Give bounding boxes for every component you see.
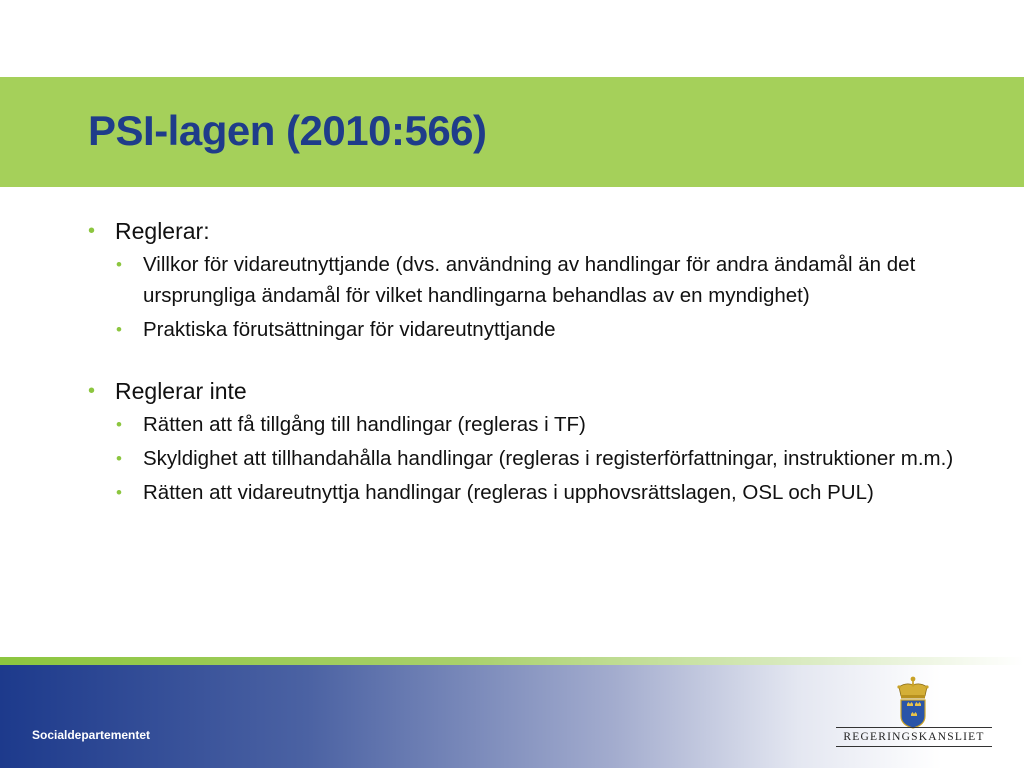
bullet-level2 — [88, 409, 968, 440]
slide-title: PSI-lagen (2010:566) — [88, 107, 487, 154]
list-item: Skyldighet att tillhandahålla handlingar (regleras i registerförfattningar, instruktioner m.m.) — [143, 447, 954, 470]
bullet-level2 — [88, 477, 968, 508]
bullet-icon: • — [116, 449, 122, 468]
bullet-level2 — [88, 443, 968, 474]
list-item: Praktiska förutsättningar för vidareutnyttjande — [143, 318, 556, 341]
spacer — [88, 345, 968, 376]
section-heading: Reglerar: — [115, 218, 210, 244]
bullet-level2 — [88, 249, 968, 311]
bullet-icon: • — [88, 220, 96, 242]
list-item: Villkor för vidareutnyttjande (dvs. användning av handlingar för andra ändamål än det ursprungliga ändamål för vilket handlingarna behandlas av en myndighet) — [143, 253, 916, 307]
slide-content — [88, 216, 968, 508]
bullet-icon: • — [116, 483, 122, 502]
bullet-icon: • — [116, 320, 122, 339]
logo-wordmark: REGERINGSKANSLIET — [836, 727, 992, 747]
list-item: Rätten att få tillgång till handlingar (regleras i TF) — [143, 413, 586, 436]
bullet-level1 — [88, 216, 968, 246]
footer-green-strip — [0, 657, 1024, 665]
section-heading: Reglerar inte — [115, 378, 247, 404]
bullet-icon: • — [116, 415, 122, 434]
list-item: Rätten att vidareutnyttja handlingar (regleras i upphovsrättslagen, OSL och PUL) — [143, 481, 874, 504]
footer-department: Socialdepartementet — [32, 728, 151, 742]
bullet-level2 — [88, 314, 968, 345]
bullet-icon: • — [88, 380, 96, 402]
bullet-level1 — [88, 376, 968, 406]
bullet-icon: • — [116, 255, 122, 274]
